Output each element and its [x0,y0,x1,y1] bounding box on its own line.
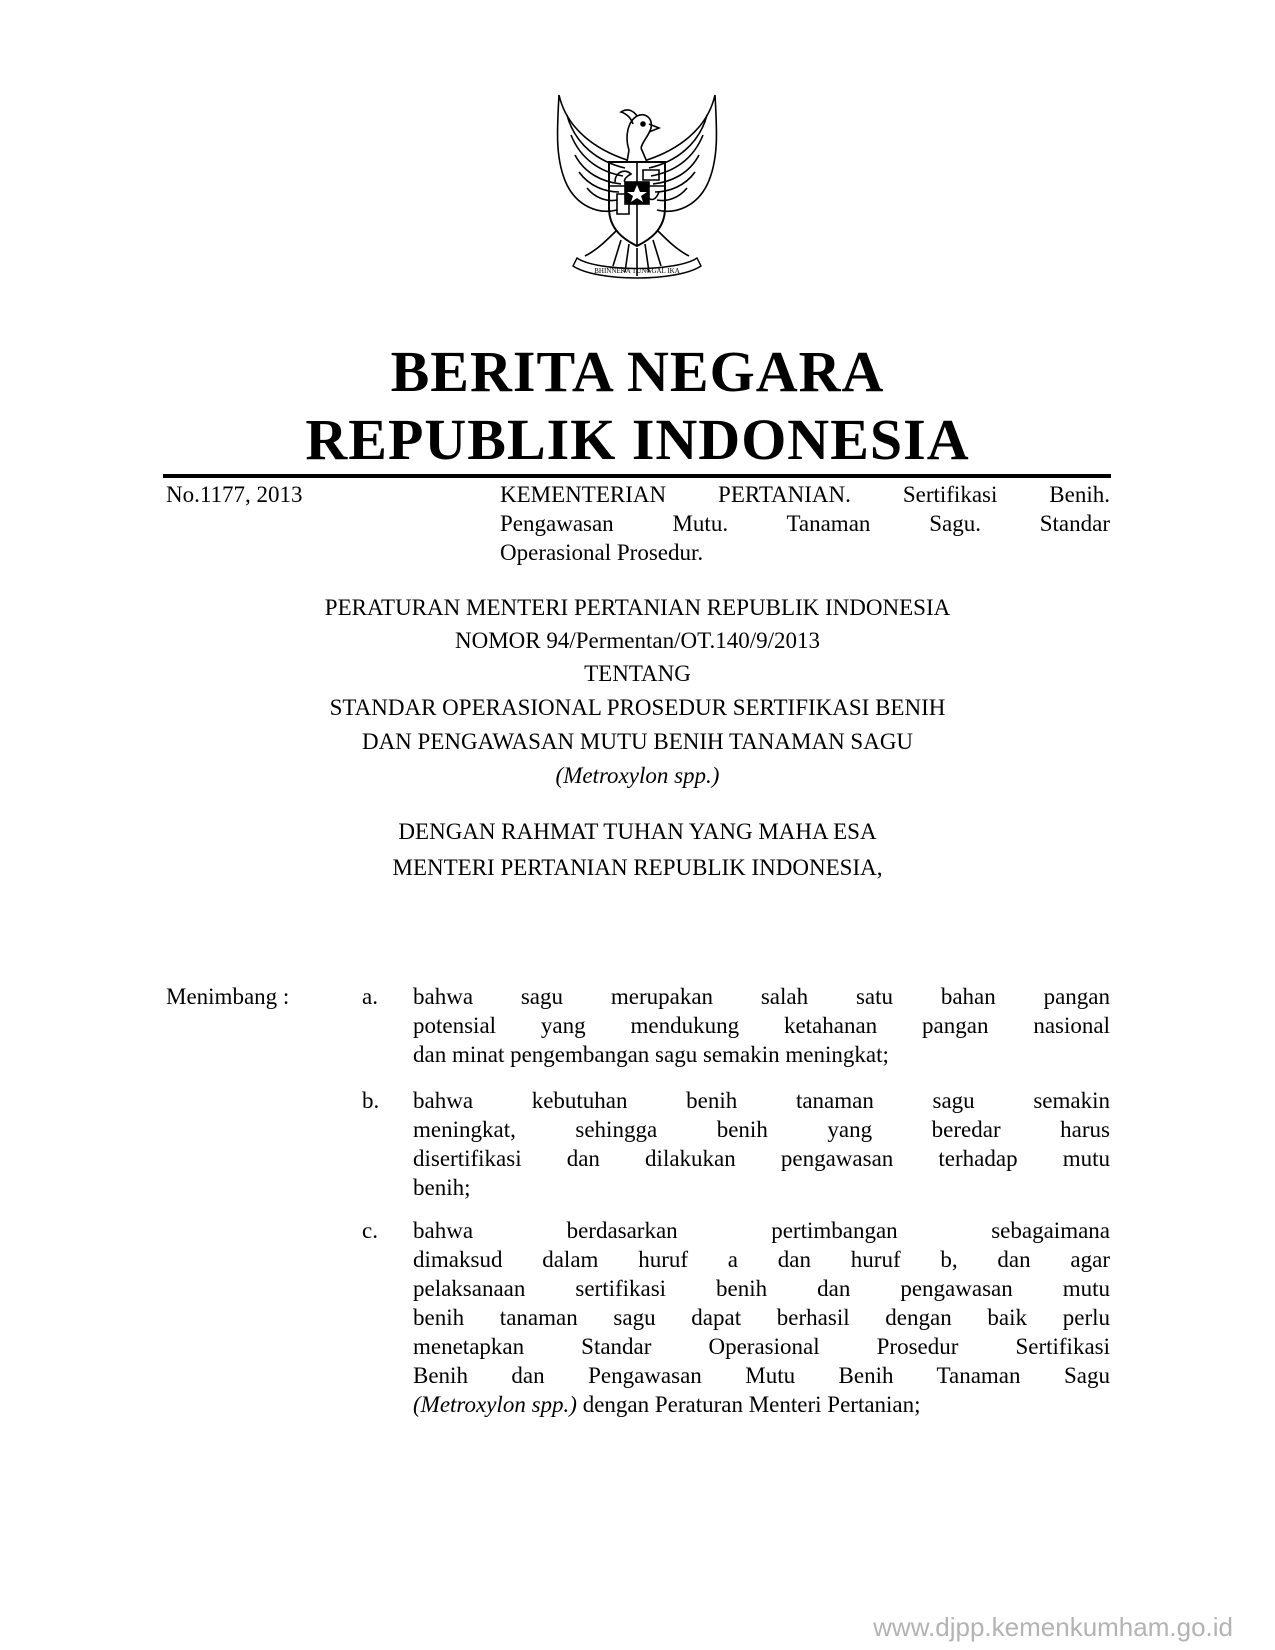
preamble-line1: DENGAN RAHMAT TUHAN YANG MAHA ESA [398,819,877,844]
menimbang-item-c [413,1216,1110,1419]
menimbang-label: Menimbang : [166,984,290,1009]
item-line: dan minat pengembangan sagu semakin meningkat; [413,1042,889,1067]
regulation-species [0,761,1275,790]
item-letter: b. [362,1088,380,1113]
item-line: pelaksanaan sertifikasi benih dan pengawasan mutu [413,1276,1110,1301]
subject-line: KEMENTERIAN PERTANIAN. Sertifikasi Benih. [500,482,1110,507]
emblem-motto: BHINNEKA TUNGGAL IKA [594,267,680,275]
preamble-line2: MENTERI PERTANIAN REPUBLIK INDONESIA, [392,855,883,880]
regulation-heading: PERATURAN MENTERI PERTANIAN REPUBLIK INDONESIA [324,595,951,620]
item-line: benih tanaman sagu dapat berhasil dengan baik perlu [413,1305,1110,1330]
watermark-url: www.djpp.kemenkumham.go.id [873,1612,1233,1642]
regulation-subject-line1: STANDAR OPERASIONAL PROSEDUR SERTIFIKASI BENIH [329,695,946,720]
item-line: menetapkan Standar Operasional Prosedur Sertifikasi [413,1334,1110,1359]
gazette-title-line2: REPUBLIK INDONESIA [305,407,970,472]
species-name: (Metroxylon spp.) [555,763,720,788]
item-line: meningkat, sehingga benih yang beredar harus [413,1117,1110,1142]
item-letter: a. [362,984,378,1009]
subject-line: Operasional Prosedur. [500,540,704,565]
item-letter: c. [362,1218,378,1243]
garuda-emblem [537,90,737,290]
item-line-italic-start: (Metroxylon spp.) dengan Peraturan Menteri Pertanian; [413,1392,921,1417]
menimbang-item-a [413,982,1110,1069]
item-line: potensial yang mendukung ketahanan pangan nasional [413,1013,1110,1038]
regulation-tentang: TENTANG [584,661,691,686]
item-line: bahwa berdasarkan pertimbangan sebagaimana [413,1218,1110,1243]
gazette-subject [500,480,1110,567]
item-line: dimaksud dalam huruf a dan huruf b, dan agar [413,1247,1110,1272]
item-line: bahwa kebutuhan benih tanaman sagu semakin [413,1088,1110,1113]
header-divider [163,474,1111,478]
subject-line: Pengawasan Mutu. Tanaman Sagu. Standar [500,511,1110,536]
item-line: benih; [413,1175,471,1200]
regulation-number: NOMOR 94/Permentan/OT.140/9/2013 [455,628,820,653]
item-line: bahwa sagu merupakan salah satu bahan pangan [413,984,1110,1009]
regulation-subject-line2: DAN PENGAWASAN MUTU BENIH TANAMAN SAGU [361,729,914,754]
item-line: disertifikasi dan dilakukan pengawasan terhadap mutu [413,1146,1110,1171]
item-line: Benih dan Pengawasan Mutu Benih Tanaman Sagu [413,1363,1110,1388]
gazette-title-line1: BERITA NEGARA [390,339,885,404]
menimbang-item-b [413,1086,1110,1202]
gazette-number: No.1177, 2013 [166,482,303,507]
